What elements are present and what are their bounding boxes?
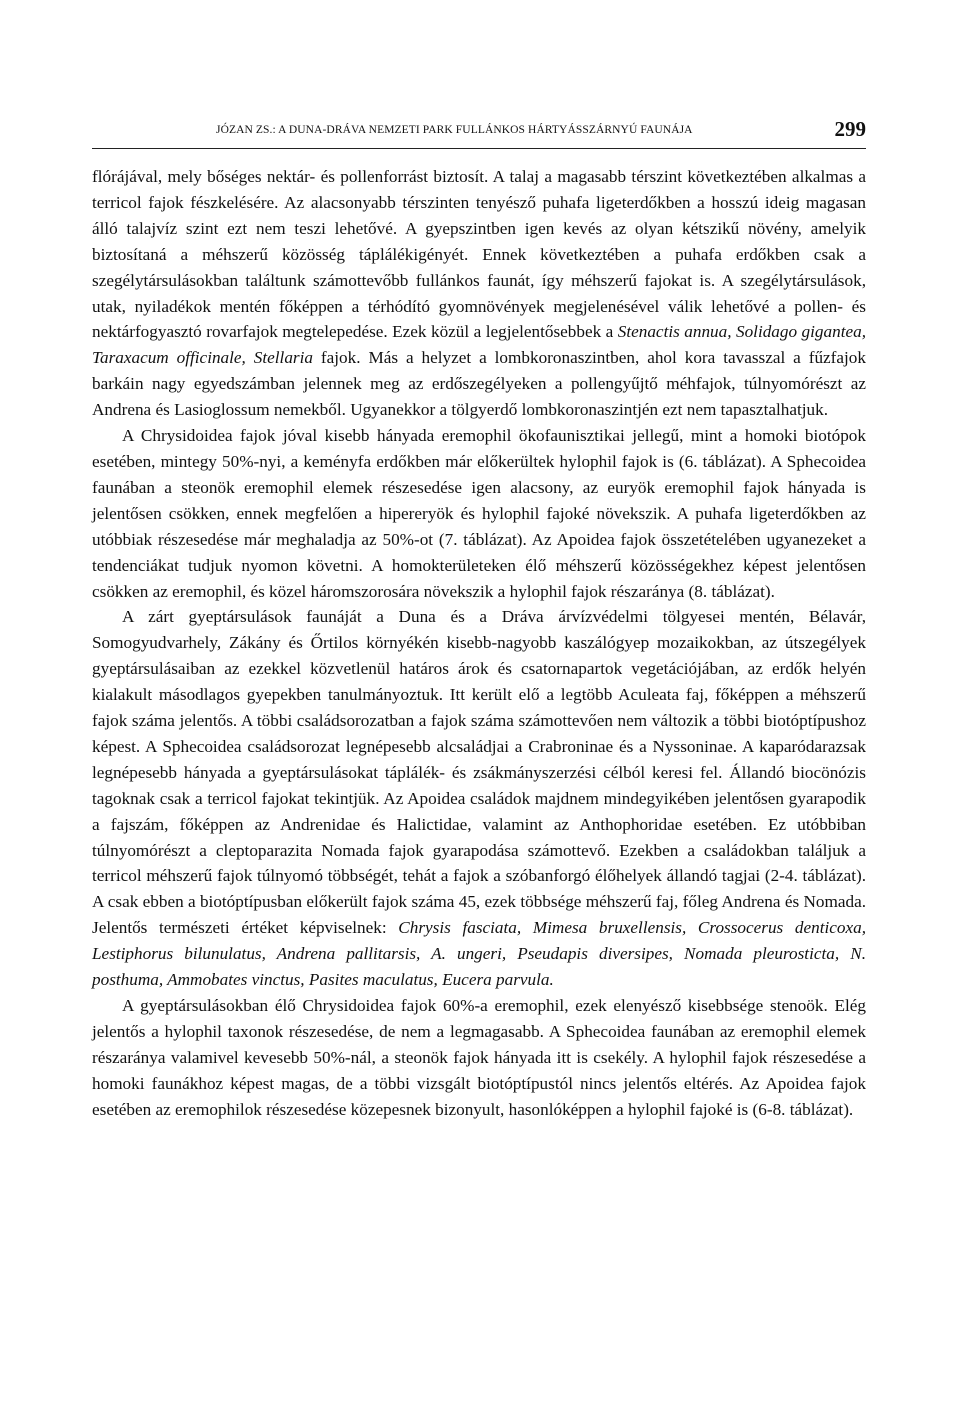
running-header	[92, 117, 866, 141]
paragraph	[92, 993, 866, 1123]
header-rule	[92, 148, 866, 149]
paragraph-text: A zárt gyeptársulások faunáját a Duna és a Dráva árvízvédelmi tölgyesei mentén, Bélavár, Somogyudvarhely, Zákány és Őrtilos környékén kisebb-nagyobb kaszálógyep mozaikokban, az útszegélyek gyeptársulásaiban az ezekkel közvetlenül határos árok és csatornapartok vegetációjában, az erdők helyén kialakult másodlagos gyepekben tanulmányoztuk. Itt került elő a legtöbb Aculeata faj, főképpen a méhszerű fajok száma jelentős. A többi családsorozatban a fajok száma számottevően nem változik a többi biotóptípushoz képest. A Sphecoidea családsorozat legnépesebb alcsaládjai a Crabroninae és a Nyssoninae. A kaparódarazsak legnépesebb hányada a gyeptársulásokat táplálék- és zsákmányszerzési célból keresi fel. Állandó biocönózis tagoknak csak a terricol fajokat tekintjük. Az Apoidea családok majdnem mindegyikében jelentősen gyarapodik a fajszám, főképpen az Andrenidae és Halictidae, valamint az Anthophoridae esetében. Ez utóbbiban túlnyomórészt a cleptoparazita Nomada fajok gyarapodása számottevő. Ezekben a családokban találjuk a terricol méhszerű fajok túlnyomó többségét, tehát a fajok a szóbanforgó élőhelyek állandó tagjai (2-4. táblázat). A csak ebben a biotóptípusban előkerült fajok száma 45, ezek többsége méhszerű faj, főleg Andrena és Nomada. Jelentős természeti értéket képviselnek:	[92, 607, 866, 938]
paragraph-text: flórájával, mely bőséges nektár- és pollenforrást biztosít. A talaj a magasabb térszint következtében alkalmas a terricol fajok fészkelésére. Az alacsonyabb térszinten tenyésző puhafa ligeterdőkben a hosszú ideig magasan álló talajvíz szint ezt nem teszi lehetővé. A gyepszintben igen kevés az olyan kétszikű növény, amelyik biztosítaná a méhszerű közösség táplálékigényét. Ennek következtében a puhafa erdőkben csak a szegélytársulásokban találtunk számottevőbb fullánkos faunát, így méhszerű fajokat is. A szegélytársulások, utak, nyiladékok mentén főképpen a térhódító gyomnövények megjelenésével válik lehetővé a pollen- és nektárfogyasztó rovarfajok megtelepedése. Ezek közül a legjelentősebbek a	[92, 167, 866, 342]
paragraph	[92, 423, 866, 604]
page-number: 299	[834, 117, 866, 141]
paragraph	[92, 604, 866, 993]
body-text	[92, 164, 866, 1123]
species-names: Stenactis annua, Solidago gigantea, Taraxacum officinale, Stellaria	[92, 322, 866, 368]
paragraph-text: A gyeptársulásokban élő Chrysidoidea fajok 60%-a eremophil, ezek elenyésző kisebbsége stenoök. Elég jelentős a hylophil taxonok részesedése, de nem a legmagasabb. A Sphecoidea faunában az eremophil elemek részaránya valamivel kevesebb 50%-nál, a steonök fajok hányada itt is csekély. A hylophil fajok részesedése a homoki faunákhoz képest magas, de a többi vizsgált biotóptípustól nincs jelentős eltérés. Az Apoidea fajok esetében az eremophilok részesedése közepesnek bizonyult, hasonlóképpen a hylophil fajoké is (6-8. táblázat).	[92, 996, 866, 1119]
paragraph-text: fajok. Más a helyzet a lombkoronaszintben, ahol kora tavasszal a fűzfajok barkáin nagy egyedszámban jelennek meg az erdőszegélyeken a pollengyűjtő méhfajok, túlnyomórészt az Andrena és Lasioglossum nemekből. Ugyanekkor a tölgyerdő lombkoronaszintjén ezt nem tapasztalhatjuk.	[92, 348, 866, 420]
paragraph-text: A Chrysidoidea fajok jóval kisebb hányada eremophil ökofaunisztikai jellegű, mint a homoki biotópok esetében, mintegy 50%-nyi, a keményfa erdőkben már előkerültek hylophil fajok is (6. táblázat). A Sphecoidea faunában a steonök eremophil elemek részesedése igen alacsony, az euryök eremophil fajok hányada is jelentősen csökken, ennek megfelően a hipereryök és hylophil fajoké növekszik. A puhafa ligeterdőkben az utóbbiak részesedése már meghaladja az 50%-ot (7. táblázat). Az Apoidea fajok összetételében ugyanezeket a tendenciákat tudjuk nyomon követni. A homokterületeken élő méhszerű közösségekhez képest jelentősen csökken az eremophil, és közel háromszorosára növekszik a hylophil fajok részaránya (8. táblázat).	[92, 426, 866, 601]
species-names: Chrysis fasciata, Mimesa bruxellensis, Crossocerus denticoxa, Lestiphorus bilunulatus, Andrena pallitarsis, A. ungeri, Pseudapis diversipes, Nomada pleurosticta, N. posthuma, Ammobates vinctus, Pasites maculatus, Eucera parvula.	[92, 918, 867, 990]
running-title: JÓZAN ZS.: A DUNA-DRÁVA NEMZETI PARK FULLÁNKOS HÁRTYÁSSZÁRNYÚ FAUNÁJA	[216, 124, 693, 136]
paragraph	[92, 164, 866, 423]
